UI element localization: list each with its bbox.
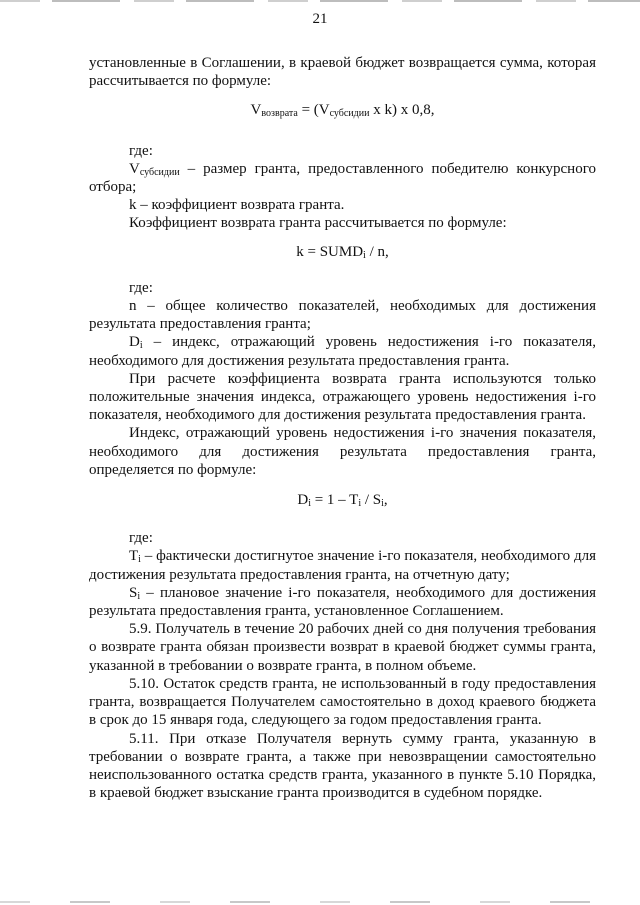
formula-text: = (V <box>297 102 330 119</box>
definition-text: – плановое значение i-го показателя, необходимого для достижения результата предоставления гранта, установленное Соглашением. <box>89 584 596 620</box>
document-body <box>89 54 596 802</box>
paragraph-coefficient: Коэффициент возврата гранта рассчитывается по формуле: <box>129 215 507 232</box>
definition-symbol: V <box>129 160 140 177</box>
formula-subscript: i <box>308 498 311 510</box>
definition-text: – фактически достигнутое значение i-го показателя, необходимого для достижения результата предоставления гранта, на отчетную дату; <box>89 548 596 583</box>
clause-5-9: 5.9. Получатель в течение 20 рабочих дней со дня получения требования о возврате гранта обязан произвести возврат в краевой бюджет суммы гранта, указанной в требовании о возврате гранта, в полном объеме. <box>89 621 596 674</box>
formula-subscript: i <box>381 498 384 510</box>
scan-edge-bottom <box>0 901 640 903</box>
definition-t <box>89 547 596 583</box>
paragraph-index: Индекс, отражающий уровень недостижения i-го значения показателя, необходимого для достижения результата предоставления гранта, определяется по формуле: <box>89 425 596 478</box>
clause-5-10: 5.10. Остаток средств гранта, не использованный в году предоставления гранта, возвращается Получателем самостоятельно в доход краевого бюджета в срок до 15 января года, следующего за годом предоставления гранта. <box>89 675 596 729</box>
formula-text: / S <box>361 492 382 509</box>
definition-v-subsidy <box>89 160 596 196</box>
paragraph-positive-values: При расчете коэффициента возврата гранта используются только положительные значения индекса, отражающего уровень недостижения i-го показателя, необходимого для достижения результата предоставления гранта. <box>89 370 596 424</box>
definition-symbol: D <box>129 334 140 351</box>
formula-text: k = SUMD <box>296 243 364 260</box>
definition-text: – размер гранта, предоставленного победителю конкурсного отбора; <box>89 160 596 196</box>
formula-subscript: i <box>358 498 362 510</box>
definition-subscript: i <box>139 340 143 352</box>
where-label: где: <box>129 142 153 159</box>
definition-s <box>89 584 596 620</box>
where-label: где: <box>129 279 153 296</box>
formula-text: x k) x 0,8, <box>369 102 435 119</box>
page-number: 21 <box>312 11 328 27</box>
definition-subscript: i <box>138 554 141 566</box>
formula-index <box>89 491 596 509</box>
paragraph-intro: установленные в Соглашении, в краевой бюджет возвращается сумма, которая рассчитывается по формуле: <box>89 55 596 90</box>
formula-text: D <box>297 492 309 509</box>
clause-5-11: 5.11. При отказе Получателя вернуть сумму гранта, указанную в требовании о возврате гранта, а также при невозвращении самостоятельно неиспользованного остатка средств гранта, указанного в пункте 5.10 Порядка, в краевой бюджет взыскание гранта производится в судебном порядке. <box>89 730 596 802</box>
definition-symbol: S <box>129 584 138 601</box>
formula-text: , <box>383 492 388 509</box>
definition-n: n – общее количество показателей, необходимых для достижения результата предоставления гранта; <box>89 298 596 333</box>
definition-symbol: T <box>129 548 139 565</box>
formula-subscript: i <box>363 249 366 261</box>
definition-subscript: i <box>137 590 141 602</box>
scan-edge-top <box>0 0 640 2</box>
formula-text: V <box>250 102 262 119</box>
formula-coefficient <box>89 243 596 261</box>
formula-subscript: возврата <box>261 108 298 120</box>
definition-text: – индекс, отражающий уровень недостижения i-го показателя, необходимого для достижения результата предоставления гранта. <box>89 334 596 369</box>
definition-k: k – коэффициент возврата гранта. <box>129 197 345 214</box>
definition-subscript: субсидии <box>139 166 180 178</box>
formula-refund <box>89 101 596 119</box>
formula-text: / n, <box>365 243 389 260</box>
where-label: где: <box>129 530 153 547</box>
definition-d <box>89 333 596 369</box>
formula-subscript: субсидии <box>329 108 370 120</box>
formula-text: = 1 – T <box>310 492 359 509</box>
